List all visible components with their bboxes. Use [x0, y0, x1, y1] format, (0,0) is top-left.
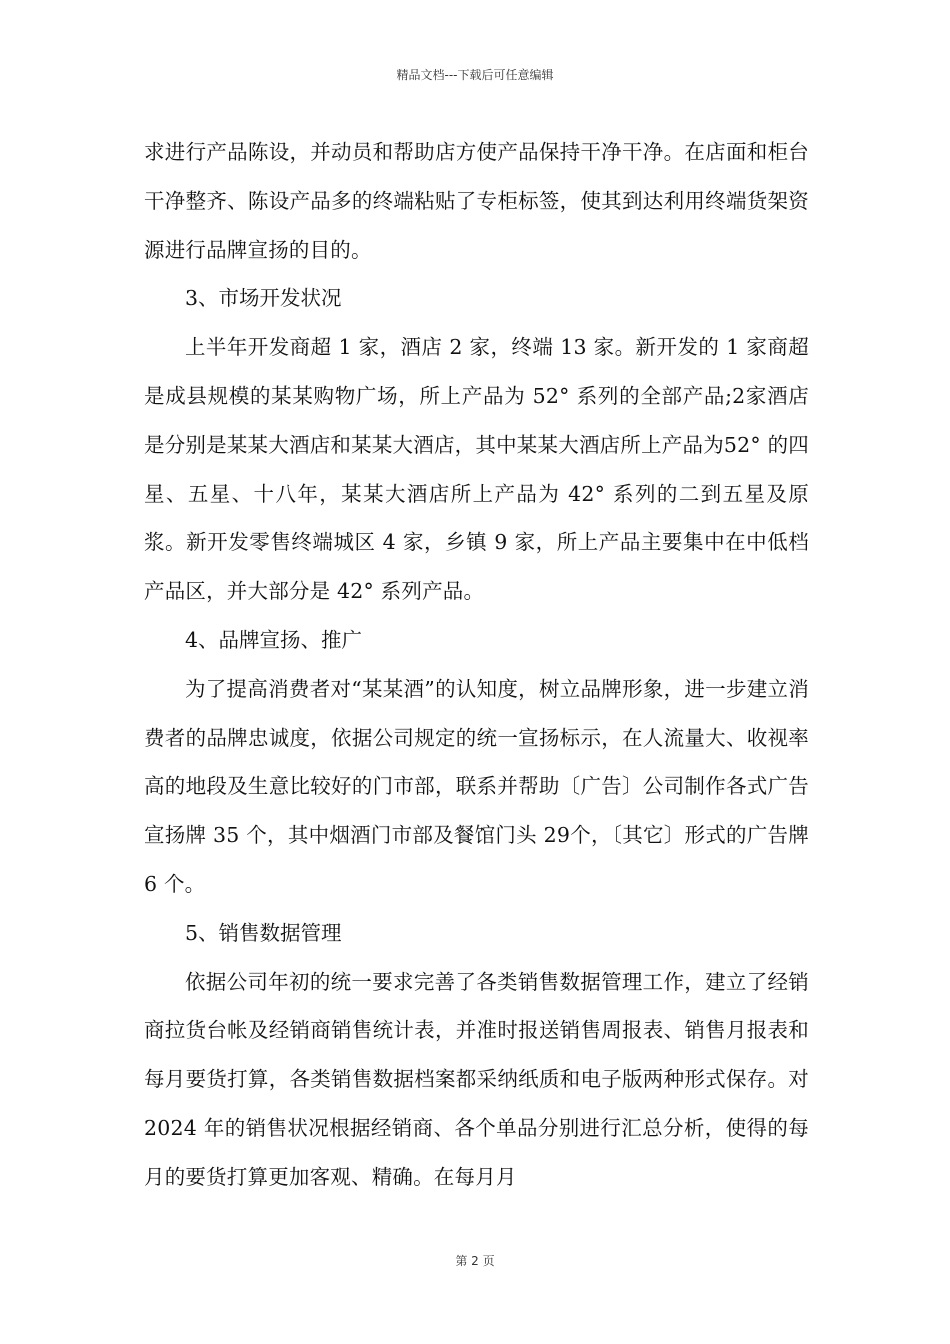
paragraph-sales-data: 依据公司年初的统一要求完善了各类销售数据管理工作，建立了经销商拉货台帐及经销商销售统计表，并准时报送销售周报表、销售月报表和每月要货打算，各类销售数据档案都采纳纸质和电子版两种形式保存。对 2024 年的销售状况根据经销商、各个单品分别进行汇总分析，使得的每月的要货打算更加客观、精确。在每月月	[144, 969, 809, 1189]
section-heading-brand-promotion: 4、品牌宣扬、推广	[185, 627, 363, 652]
section-heading-market-development: 3、市场开发状况	[185, 286, 342, 311]
page-header: 精品文档---下载后可任意编辑	[396, 68, 554, 82]
paragraph-market-development: 上半年开发商超 1 家，酒店 2 家，终端 13 家。新开发的 1 家商超是成县规模的某某购物广场，所上产品为 52° 系列的全部产品;2家酒店是分别是某某大酒店和某某大酒店，其中某某大酒店所上产品为52° 的四星、五星、十八年，某某大酒店所上产品为 42° 系列的二到五星及原浆。新开发零售终端城区 4 家，乡镇 9 家，所上产品主要集中在中低档产品区，并大部分是 42° 系列产品。	[144, 335, 809, 604]
section-heading-sales-data: 5、销售数据管理	[185, 920, 342, 945]
page-number: 第 2 页	[455, 1254, 495, 1268]
document-body	[144, 128, 809, 1202]
paragraph-brand-promotion: 为了提高消费者对“某某酒”的认知度，树立品牌形象，进一步建立消费者的品牌忠诚度，依据公司规定的统一宣扬标示，在人流量大、收视率高的地段及生意比较好的门市部，联系并帮助〔广告〕公司制作各式广告宣扬牌 35 个，其中烟酒门市部及餐馆门头 29个，〔其它〕形式的广告牌 6 个。	[144, 676, 809, 896]
paragraph-display-continuation: 求进行产品陈设，并动员和帮助店方使产品保持干净干净。在店面和柜台干净整齐、陈设产品多的终端粘贴了专柜标签，使其到达利用终端货架资源进行品牌宣扬的目的。	[144, 140, 809, 262]
